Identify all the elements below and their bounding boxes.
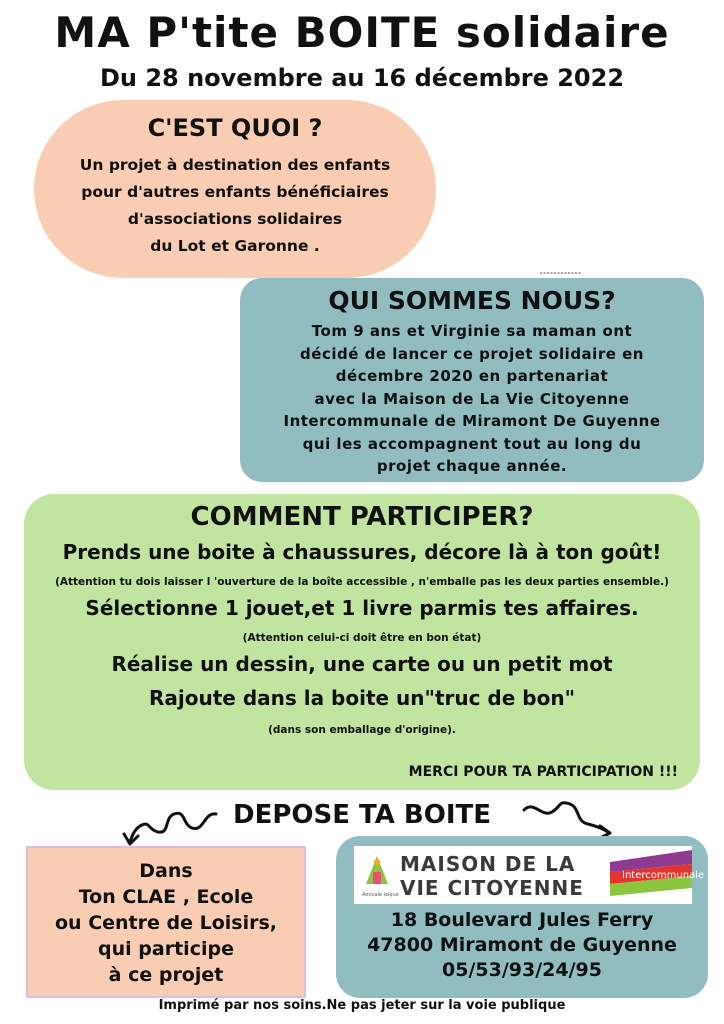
- section-heading: COMMENT PARTICIPER?: [190, 502, 534, 532]
- logo-small-text: Amicale laïque: [362, 892, 399, 898]
- logo-flag-text: Intercommunale: [622, 870, 705, 881]
- box-address: [336, 836, 708, 998]
- text-line: Ton CLAE , Ecole: [78, 886, 254, 908]
- page-title: MA P'tite BOITE solidaire: [54, 8, 670, 57]
- step-line: Sélectionne 1 jouet,et 1 livre parmis tes affaires.: [85, 596, 639, 620]
- step-line: Réalise un dessin, une carte ou un petit mot: [111, 652, 613, 676]
- text-line: Tom 9 ans et Virginie sa maman ont: [311, 322, 633, 340]
- text-line: avec la Maison de La Vie Citoyenne: [314, 389, 630, 408]
- step-note: (Attention tu dois laisser l 'ouverture de la boîte accessible , n'emballe pas les deux parties ensemble.): [55, 576, 669, 588]
- section-heading-depose: DEPOSE TA BOITE: [232, 800, 492, 830]
- step-note: (dans son emballage d'origine).: [268, 724, 456, 736]
- text-line: d'associations solidaires: [127, 210, 343, 228]
- section-cest-quoi: [34, 100, 436, 278]
- thank-you-text: MERCI POUR TA PARTICIPATION !!!: [408, 764, 678, 780]
- section-body: [240, 320, 704, 478]
- drop-location-text: [28, 858, 304, 988]
- section-heading: QUI SOMMES NOUS?: [328, 286, 616, 315]
- step-line: Rajoute dans la boite un"truc de bon": [149, 686, 575, 710]
- text-line: Un projet à destination des enfants: [79, 156, 391, 174]
- text-line: qui les accompagnent tout au long du: [302, 434, 642, 453]
- logo-text-line: MAISON DE LA: [400, 852, 576, 876]
- section-body: [34, 152, 436, 260]
- footer-note: Imprimé par nos soins.Ne pas jeter sur la voie publique: [158, 998, 566, 1013]
- step-note: (Attention celui-ci doit être en bon état): [242, 632, 482, 644]
- logo-mark-icon: [364, 854, 390, 894]
- text-line: projet chaque année.: [376, 457, 568, 475]
- maison-vie-citoyenne-logo: [354, 846, 705, 904]
- text-line: qui participe: [98, 938, 234, 960]
- decorative-dashes: [540, 271, 582, 275]
- text-line: pour d'autres enfants bénéficiaires: [81, 183, 389, 201]
- text-line: à ce projet: [108, 964, 224, 986]
- text-line: Dans: [139, 860, 193, 882]
- text-line: du Lot et Garonne .: [150, 237, 320, 255]
- address-text: [336, 908, 708, 983]
- event-dates: Du 28 novembre au 16 décembre 2022: [99, 64, 625, 92]
- section-qui-sommes-nous: [240, 278, 704, 482]
- logo-text-line: VIE CITOYENNE: [400, 876, 584, 900]
- text-line: ou Centre de Loisirs,: [55, 912, 277, 934]
- address-phone: 05/53/93/24/95: [442, 959, 602, 981]
- address-street: 18 Boulevard Jules Ferry: [390, 909, 654, 931]
- text-line: décembre 2020 en partenariat: [335, 367, 609, 385]
- section-heading: C'EST QUOI ?: [147, 114, 323, 142]
- text-line: décidé de lancer ce projet solidaire en: [300, 344, 644, 363]
- text-line: Intercommunale de Miramont De Guyenne: [283, 412, 661, 430]
- section-comment-participer: [24, 494, 700, 790]
- squiggly-arrow-icon: [520, 798, 616, 840]
- box-where-to-drop: [26, 846, 306, 998]
- step-line: Prends une boite à chaussures, décore là à ton goût!: [62, 540, 662, 564]
- address-city: 47800 Miramont de Guyenne: [367, 934, 677, 956]
